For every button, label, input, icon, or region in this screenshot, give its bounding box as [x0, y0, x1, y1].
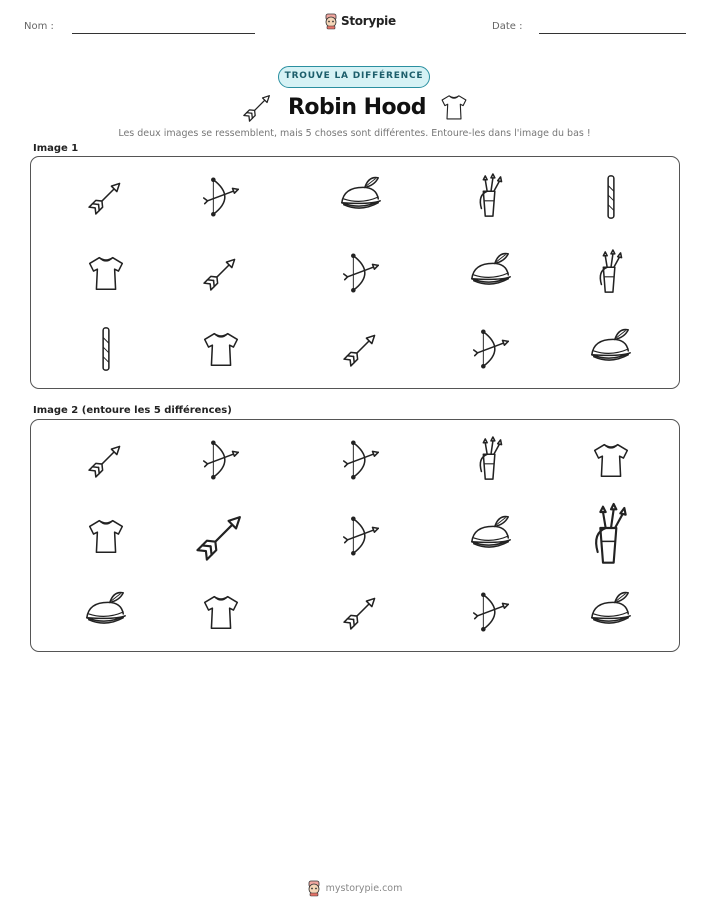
quiver-icon[interactable]	[468, 174, 514, 220]
name-line	[72, 33, 255, 34]
image1-label: Image 1	[33, 143, 79, 154]
tunic-icon	[440, 93, 468, 121]
arrow-icon[interactable]	[189, 504, 253, 568]
date-line	[539, 33, 686, 34]
instructions: Les deux images se ressemblent, mais 5 choses sont différentes. Entoure-les dans l'image du bas !	[118, 128, 591, 139]
hat-icon[interactable]	[588, 589, 634, 635]
tunic-icon[interactable]	[588, 437, 634, 483]
bow-icon[interactable]	[468, 326, 514, 372]
bow-icon[interactable]	[198, 174, 244, 220]
hat-icon[interactable]	[338, 174, 384, 220]
arrow-icon	[242, 91, 274, 123]
bow-icon[interactable]	[338, 250, 384, 296]
arrow-icon[interactable]	[83, 437, 129, 483]
page-header	[0, 0, 709, 50]
footer-url: mystorypie.com	[325, 882, 403, 894]
hat-icon[interactable]	[468, 513, 514, 559]
image2-panel	[30, 419, 680, 652]
hat-icon[interactable]	[588, 326, 634, 372]
storypie-mascot-icon	[324, 13, 338, 29]
brand-name: Storypie	[341, 14, 396, 28]
arrow-icon[interactable]	[338, 326, 384, 372]
brand-logo	[324, 13, 396, 29]
title-row	[240, 92, 470, 122]
staff-icon[interactable]	[83, 326, 129, 372]
tunic-icon[interactable]	[83, 513, 129, 559]
arrow-icon[interactable]	[198, 250, 244, 296]
tunic-icon[interactable]	[198, 589, 244, 635]
hat-icon[interactable]	[468, 250, 514, 296]
tunic-icon[interactable]	[83, 250, 129, 296]
storypie-mascot-icon	[307, 880, 321, 896]
tunic-icon[interactable]	[198, 326, 244, 372]
staff-icon[interactable]	[588, 174, 634, 220]
date-label: Date :	[492, 21, 523, 32]
arrow-icon[interactable]	[338, 589, 384, 635]
quiver-icon[interactable]	[588, 250, 634, 296]
image2-label: Image 2 (entoure les 5 différences)	[33, 405, 232, 416]
bow-icon[interactable]	[198, 437, 244, 483]
quiver-icon[interactable]	[579, 504, 643, 568]
hat-icon[interactable]	[83, 589, 129, 635]
bow-icon[interactable]	[338, 437, 384, 483]
activity-badge: TROUVE LA DIFFÉRENCE	[278, 66, 430, 88]
image1-panel	[30, 156, 680, 389]
bow-icon[interactable]	[338, 513, 384, 559]
arrow-icon[interactable]	[83, 174, 129, 220]
page-title: Robin Hood	[287, 94, 427, 120]
page-footer	[0, 880, 709, 896]
bow-icon[interactable]	[468, 589, 514, 635]
name-label: Nom :	[24, 21, 54, 32]
quiver-icon[interactable]	[468, 437, 514, 483]
